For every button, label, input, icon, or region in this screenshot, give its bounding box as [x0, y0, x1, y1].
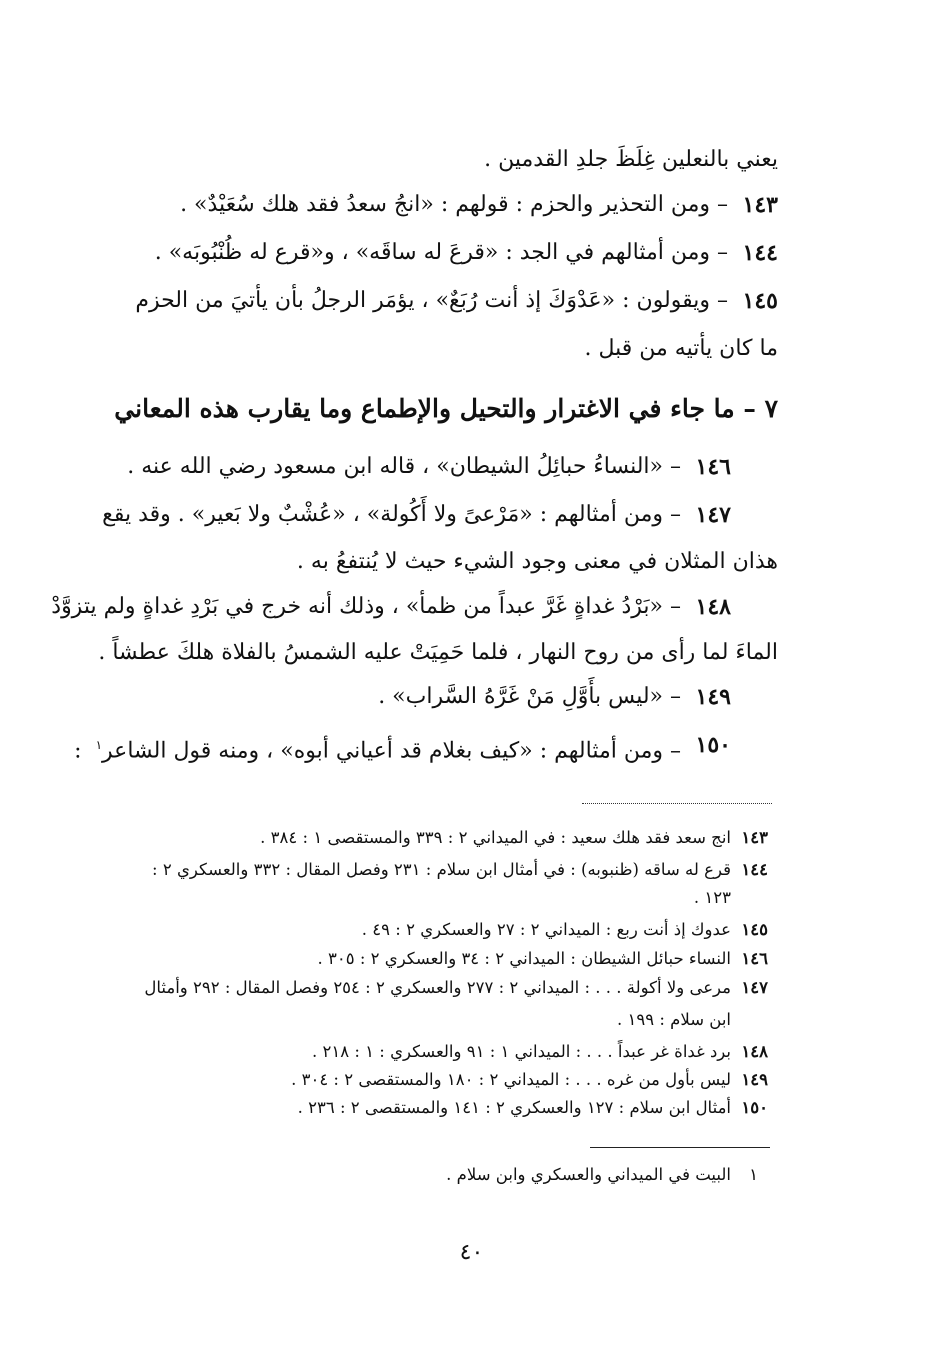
note-number: ١٤٥	[741, 920, 768, 939]
entry-number: ١٥٠	[695, 732, 731, 758]
footnote-marker: ١	[95, 738, 103, 752]
note-number: ١٤٨	[741, 1042, 768, 1061]
note-text: أمثال ابن سلام : ١٢٧ والعسكري ٢ : ١٤١ والمستقصى ٢ : ٢٣٦ .	[297, 1098, 731, 1117]
note-text-continued: ابن سلام : ١٩٩ .	[616, 1010, 731, 1029]
note-text: النساء حبائل الشيطان : الميداني ٢ : ٣٤ والعسكري ٢ : ٣٠٥ .	[317, 949, 731, 968]
text-line	[74, 730, 681, 766]
note-text: مرعى ولا أكولة . . . : الميداني ٢ : ٢٧٧ والعسكري ٢ : ٢٥٤ وفصل المقال : ٢٩٢ وأمثال	[144, 978, 731, 997]
footnote-separator	[590, 1147, 770, 1148]
note-text: قرع له ساقه (ظنبوبه) : في أمثال ابن سلام : ٢٣١ وفصل المقال : ٣٣٢ والعسكري ٢ :	[152, 860, 731, 879]
entry-number: ١٤٩	[695, 684, 731, 710]
text-line: الماءَ لما رأى من روح النهار ، فلما حَمِيَتْ عليه الشمسُ بالفلاة هلكَ عطشاً .	[98, 640, 778, 665]
note-text: ليس بأول من غره . . . : الميداني ٢ : ١٨٠ والمستقصى ٢ : ٣٠٤ .	[291, 1070, 731, 1089]
text-line: هذان المثلان في معنى وجود الشيء حيث لا يُنتفعُ به .	[296, 549, 778, 574]
notes-separator	[582, 803, 772, 804]
note-text: عدوك إذ أنت ربع : الميداني ٢ : ٢٧ والعسكري ٢ : ٤٩ .	[361, 920, 731, 939]
text-line: – ومن أمثالهم في الجد : «قرعَ له ساقَه» ، و«قرع له ظُنْبُوبَه» .	[154, 240, 728, 265]
text-line: – ويقولون : «عَدْوَكَ إذ أنت رُبَعٌ» ، يؤمَر الرجلُ بأن يأتيَ من الحزم	[135, 288, 728, 313]
entry-number: ١٤٨	[695, 594, 731, 620]
text-line: ما كان يأتيه من قبل .	[584, 336, 778, 361]
text-line: يعني بالنعلين غِلَظَ جلدِ القدمين .	[484, 147, 778, 172]
entry-number: ١٤٥	[742, 288, 778, 314]
note-number: ١٤٣	[741, 828, 768, 847]
note-number: ١٤٧	[741, 978, 768, 997]
text-line-body: – ومن أمثالهم : «كيف بغلام قد أعياني أبوه» ، ومنه قول الشاعر	[102, 738, 681, 764]
note-number: ١٥٠	[741, 1098, 768, 1117]
note-text: انج سعد فقد هلك سعيد : في الميداني ٢ : ٣٣٩ والمستقصى ١ : ٣٨٤ .	[260, 828, 731, 847]
note-number: ١٤٦	[741, 949, 768, 968]
text-line: – «ليس بأَوَّلِ مَنْ غَرَّهُ السَّراب» .	[378, 684, 681, 709]
footnote-number: ١	[749, 1165, 758, 1184]
page-number: ٤٠	[459, 1240, 484, 1265]
text-line: – «بَرْدُ غداةٍ غَرَّ عبداً من ظمأ» ، وذلك أنه خرج في بَرْدِ غداةٍ ولم يتزوَّدْ	[51, 594, 681, 619]
note-text-continued: ١٢٣ .	[693, 888, 731, 907]
entry-number: ١٤٣	[742, 192, 778, 218]
note-number: ١٤٩	[741, 1070, 768, 1089]
text-line: – «النساءُ حبائِلُ الشيطان» ، قاله ابن مسعود رضي الله عنه .	[127, 454, 681, 479]
text-line: – ومن أمثالهم : «مَرْعىً ولا أَكُولة» ، «عُشْبٌ ولا بَعير» . وقد يقع	[102, 502, 681, 527]
note-text: برد غداة غر عبداً . . . : الميداني ١ : ٩١ والعسكري : ١ : ٢١٨ .	[312, 1042, 731, 1061]
footnote-text: البيت في الميداني والعسكري وابن سلام .	[446, 1165, 731, 1184]
section-heading: ٧ – ما جاء في الاغترار والتحيل والإطماع وما يقارب هذه المعاني	[114, 394, 778, 423]
entry-number: ١٤٧	[695, 502, 731, 528]
entry-number: ١٤٦	[695, 454, 731, 480]
entry-number: ١٤٤	[742, 240, 778, 266]
text-line: – ومن التحذير والحزم : قولهم : «انجُ سعدُ فقد هلك سُعَيْدٌ» .	[180, 192, 728, 217]
note-number: ١٤٤	[741, 860, 768, 879]
text-colon: :	[74, 738, 82, 764]
